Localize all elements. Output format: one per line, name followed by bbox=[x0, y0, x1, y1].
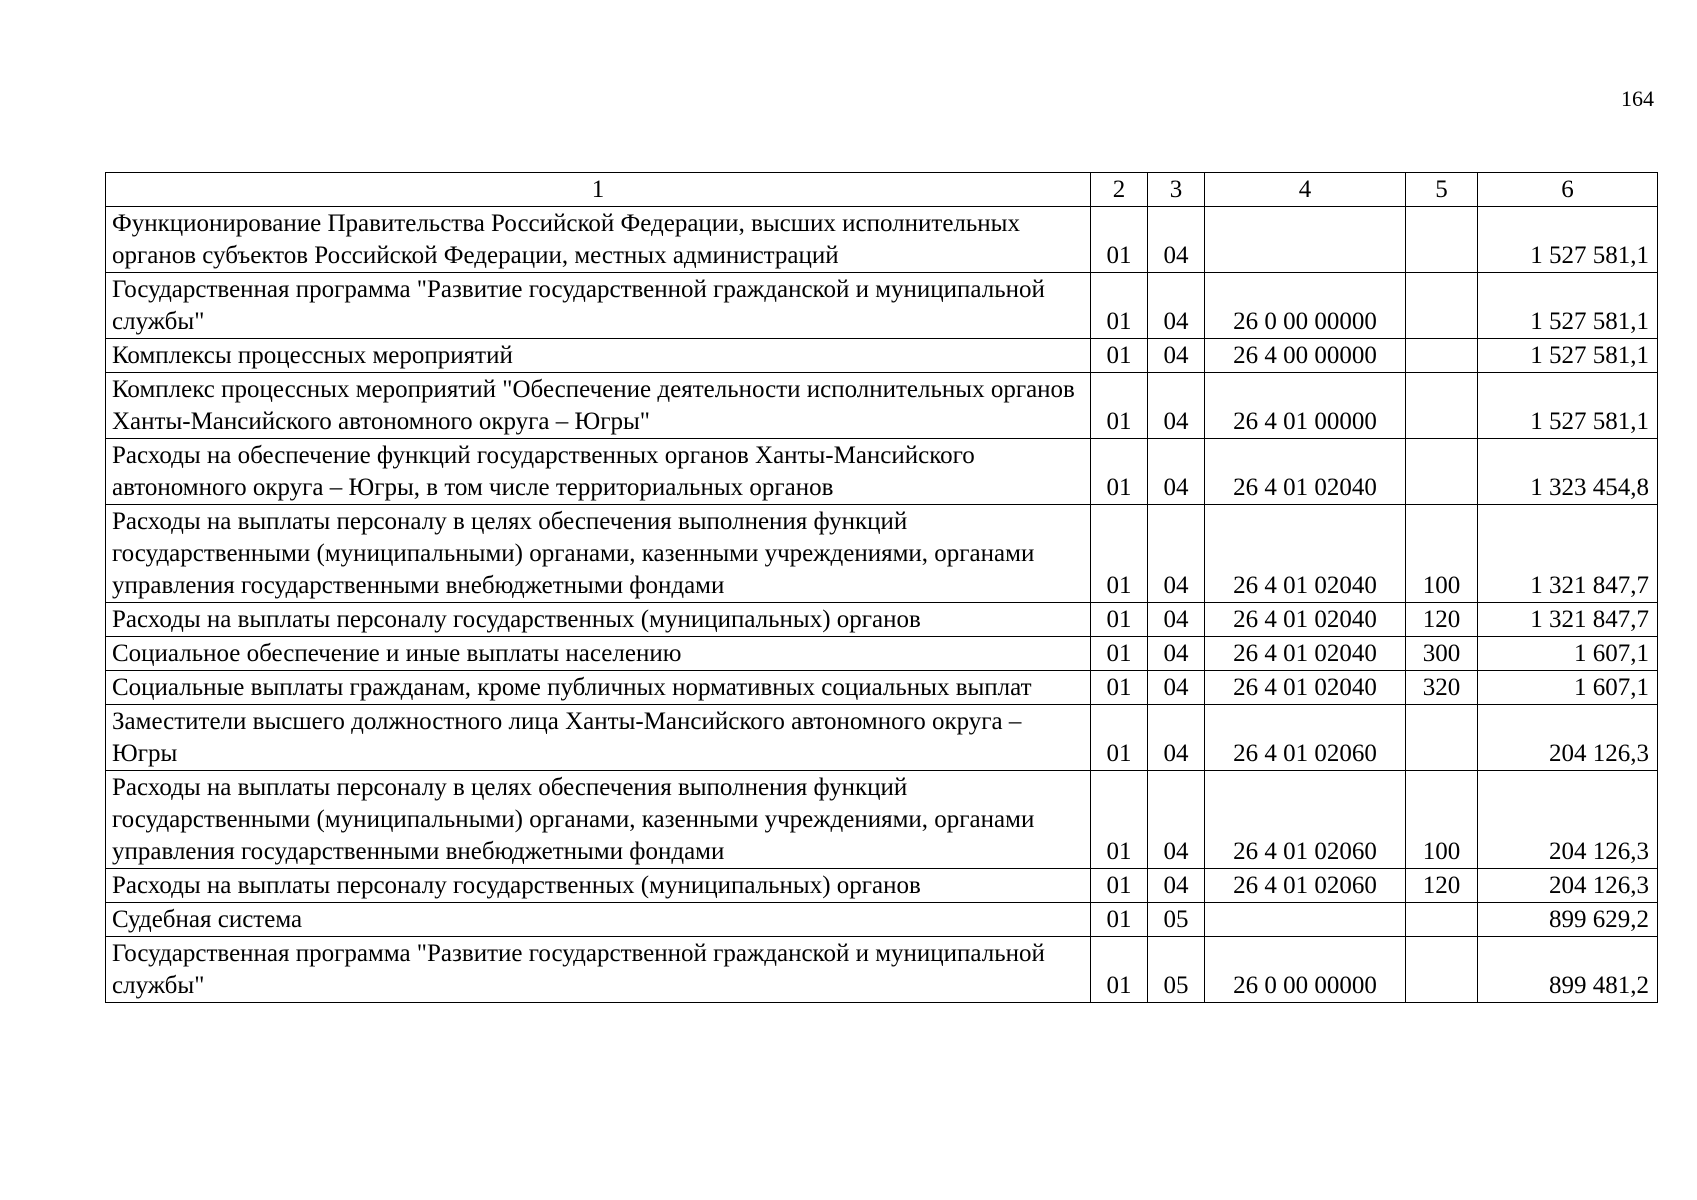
row-amount-cell: 1 321 847,7 bbox=[1478, 505, 1658, 603]
row-amount-cell: 1 527 581,1 bbox=[1478, 339, 1658, 373]
table-row bbox=[106, 339, 1658, 373]
row-name-cell: Судебная система bbox=[106, 903, 1091, 937]
row-section-cell: 01 bbox=[1091, 339, 1148, 373]
header-col-5: 5 bbox=[1406, 173, 1478, 207]
budget-table bbox=[105, 172, 1658, 1003]
row-amount-cell: 899 629,2 bbox=[1478, 903, 1658, 937]
row-amount-cell: 204 126,3 bbox=[1478, 771, 1658, 869]
table-row bbox=[106, 903, 1658, 937]
row-target-article-cell bbox=[1205, 207, 1406, 273]
row-subsection-cell: 04 bbox=[1148, 603, 1205, 637]
row-expense-type-cell bbox=[1406, 207, 1478, 273]
row-name-cell: Расходы на выплаты персоналу государственных (муниципальных) органов bbox=[106, 869, 1091, 903]
row-target-article-cell: 26 4 01 02040 bbox=[1205, 603, 1406, 637]
row-subsection-cell: 05 bbox=[1148, 937, 1205, 1003]
row-subsection-cell: 04 bbox=[1148, 869, 1205, 903]
row-expense-type-cell bbox=[1406, 937, 1478, 1003]
table-row bbox=[106, 869, 1658, 903]
table-row bbox=[106, 937, 1658, 1003]
row-name-cell: Расходы на выплаты персоналу в целях обеспечения выполнения функций государственными (муниципальными) органами, казенными учреждениями, органами управления государственными внебюджетными фондами bbox=[106, 505, 1091, 603]
row-name-cell: Социальные выплаты гражданам, кроме публичных нормативных социальных выплат bbox=[106, 671, 1091, 705]
row-name-cell: Социальное обеспечение и иные выплаты населению bbox=[106, 637, 1091, 671]
row-section-cell: 01 bbox=[1091, 439, 1148, 505]
row-target-article-cell: 26 0 00 00000 bbox=[1205, 937, 1406, 1003]
row-section-cell: 01 bbox=[1091, 273, 1148, 339]
table-row bbox=[106, 439, 1658, 505]
row-subsection-cell: 04 bbox=[1148, 771, 1205, 869]
row-name-cell: Расходы на выплаты персоналу государственных (муниципальных) органов bbox=[106, 603, 1091, 637]
row-section-cell: 01 bbox=[1091, 869, 1148, 903]
row-section-cell: 01 bbox=[1091, 771, 1148, 869]
row-subsection-cell: 04 bbox=[1148, 339, 1205, 373]
row-expense-type-cell bbox=[1406, 439, 1478, 505]
row-name-cell: Государственная программа "Развитие государственной гражданской и муниципальной службы" bbox=[106, 273, 1091, 339]
row-target-article-cell: 26 4 01 02040 bbox=[1205, 505, 1406, 603]
table-row bbox=[106, 671, 1658, 705]
row-target-article-cell: 26 4 01 02040 bbox=[1205, 671, 1406, 705]
row-target-article-cell: 26 0 00 00000 bbox=[1205, 273, 1406, 339]
row-amount-cell: 1 527 581,1 bbox=[1478, 207, 1658, 273]
row-subsection-cell: 04 bbox=[1148, 637, 1205, 671]
header-col-2: 2 bbox=[1091, 173, 1148, 207]
header-col-6: 6 bbox=[1478, 173, 1658, 207]
table-row bbox=[106, 603, 1658, 637]
row-amount-cell: 1 323 454,8 bbox=[1478, 439, 1658, 505]
row-name-cell: Комплексы процессных мероприятий bbox=[106, 339, 1091, 373]
row-section-cell: 01 bbox=[1091, 705, 1148, 771]
row-section-cell: 01 bbox=[1091, 903, 1148, 937]
table-header-row bbox=[106, 173, 1658, 207]
row-target-article-cell: 26 4 00 00000 bbox=[1205, 339, 1406, 373]
row-target-article-cell: 26 4 01 02040 bbox=[1205, 637, 1406, 671]
row-amount-cell: 1 607,1 bbox=[1478, 671, 1658, 705]
row-amount-cell: 1 607,1 bbox=[1478, 637, 1658, 671]
row-amount-cell: 1 321 847,7 bbox=[1478, 603, 1658, 637]
row-section-cell: 01 bbox=[1091, 937, 1148, 1003]
row-target-article-cell: 26 4 01 00000 bbox=[1205, 373, 1406, 439]
page-number: 164 bbox=[1621, 86, 1654, 111]
row-name-cell: Комплекс процессных мероприятий "Обеспечение деятельности исполнительных органов Ханты-Мансийского автономного округа – Югры" bbox=[106, 373, 1091, 439]
row-expense-type-cell: 120 bbox=[1406, 869, 1478, 903]
row-target-article-cell: 26 4 01 02060 bbox=[1205, 771, 1406, 869]
row-expense-type-cell bbox=[1406, 339, 1478, 373]
table-row bbox=[106, 637, 1658, 671]
row-amount-cell: 204 126,3 bbox=[1478, 705, 1658, 771]
row-section-cell: 01 bbox=[1091, 671, 1148, 705]
row-expense-type-cell bbox=[1406, 373, 1478, 439]
row-amount-cell: 899 481,2 bbox=[1478, 937, 1658, 1003]
row-amount-cell: 1 527 581,1 bbox=[1478, 273, 1658, 339]
row-expense-type-cell bbox=[1406, 273, 1478, 339]
row-subsection-cell: 05 bbox=[1148, 903, 1205, 937]
row-target-article-cell: 26 4 01 02060 bbox=[1205, 705, 1406, 771]
row-section-cell: 01 bbox=[1091, 505, 1148, 603]
row-expense-type-cell: 120 bbox=[1406, 603, 1478, 637]
row-expense-type-cell: 100 bbox=[1406, 771, 1478, 869]
table-row bbox=[106, 373, 1658, 439]
row-name-cell: Расходы на выплаты персоналу в целях обеспечения выполнения функций государственными (муниципальными) органами, казенными учреждениями, органами управления государственными внебюджетными фондами bbox=[106, 771, 1091, 869]
row-target-article-cell: 26 4 01 02040 bbox=[1205, 439, 1406, 505]
row-subsection-cell: 04 bbox=[1148, 273, 1205, 339]
row-expense-type-cell: 320 bbox=[1406, 671, 1478, 705]
row-expense-type-cell bbox=[1406, 705, 1478, 771]
header-col-4: 4 bbox=[1205, 173, 1406, 207]
row-amount-cell: 1 527 581,1 bbox=[1478, 373, 1658, 439]
row-expense-type-cell: 100 bbox=[1406, 505, 1478, 603]
row-subsection-cell: 04 bbox=[1148, 671, 1205, 705]
row-amount-cell: 204 126,3 bbox=[1478, 869, 1658, 903]
row-section-cell: 01 bbox=[1091, 207, 1148, 273]
row-expense-type-cell bbox=[1406, 903, 1478, 937]
row-section-cell: 01 bbox=[1091, 603, 1148, 637]
row-target-article-cell: 26 4 01 02060 bbox=[1205, 869, 1406, 903]
table-row bbox=[106, 705, 1658, 771]
table-row bbox=[106, 273, 1658, 339]
row-subsection-cell: 04 bbox=[1148, 207, 1205, 273]
table-row bbox=[106, 505, 1658, 603]
row-subsection-cell: 04 bbox=[1148, 705, 1205, 771]
header-col-1: 1 bbox=[106, 173, 1091, 207]
header-col-3: 3 bbox=[1148, 173, 1205, 207]
row-expense-type-cell: 300 bbox=[1406, 637, 1478, 671]
table-row bbox=[106, 771, 1658, 869]
row-section-cell: 01 bbox=[1091, 373, 1148, 439]
row-section-cell: 01 bbox=[1091, 637, 1148, 671]
row-name-cell: Заместители высшего должностного лица Ханты-Мансийского автономного округа – Югры bbox=[106, 705, 1091, 771]
row-subsection-cell: 04 bbox=[1148, 439, 1205, 505]
row-name-cell: Функционирование Правительства Российской Федерации, высших исполнительных органов субъектов Российской Федерации, местных администраций bbox=[106, 207, 1091, 273]
row-target-article-cell bbox=[1205, 903, 1406, 937]
row-subsection-cell: 04 bbox=[1148, 373, 1205, 439]
table-row bbox=[106, 207, 1658, 273]
row-name-cell: Расходы на обеспечение функций государственных органов Ханты-Мансийского автономного округа – Югры, в том числе территориальных органов bbox=[106, 439, 1091, 505]
row-subsection-cell: 04 bbox=[1148, 505, 1205, 603]
row-name-cell: Государственная программа "Развитие государственной гражданской и муниципальной службы" bbox=[106, 937, 1091, 1003]
